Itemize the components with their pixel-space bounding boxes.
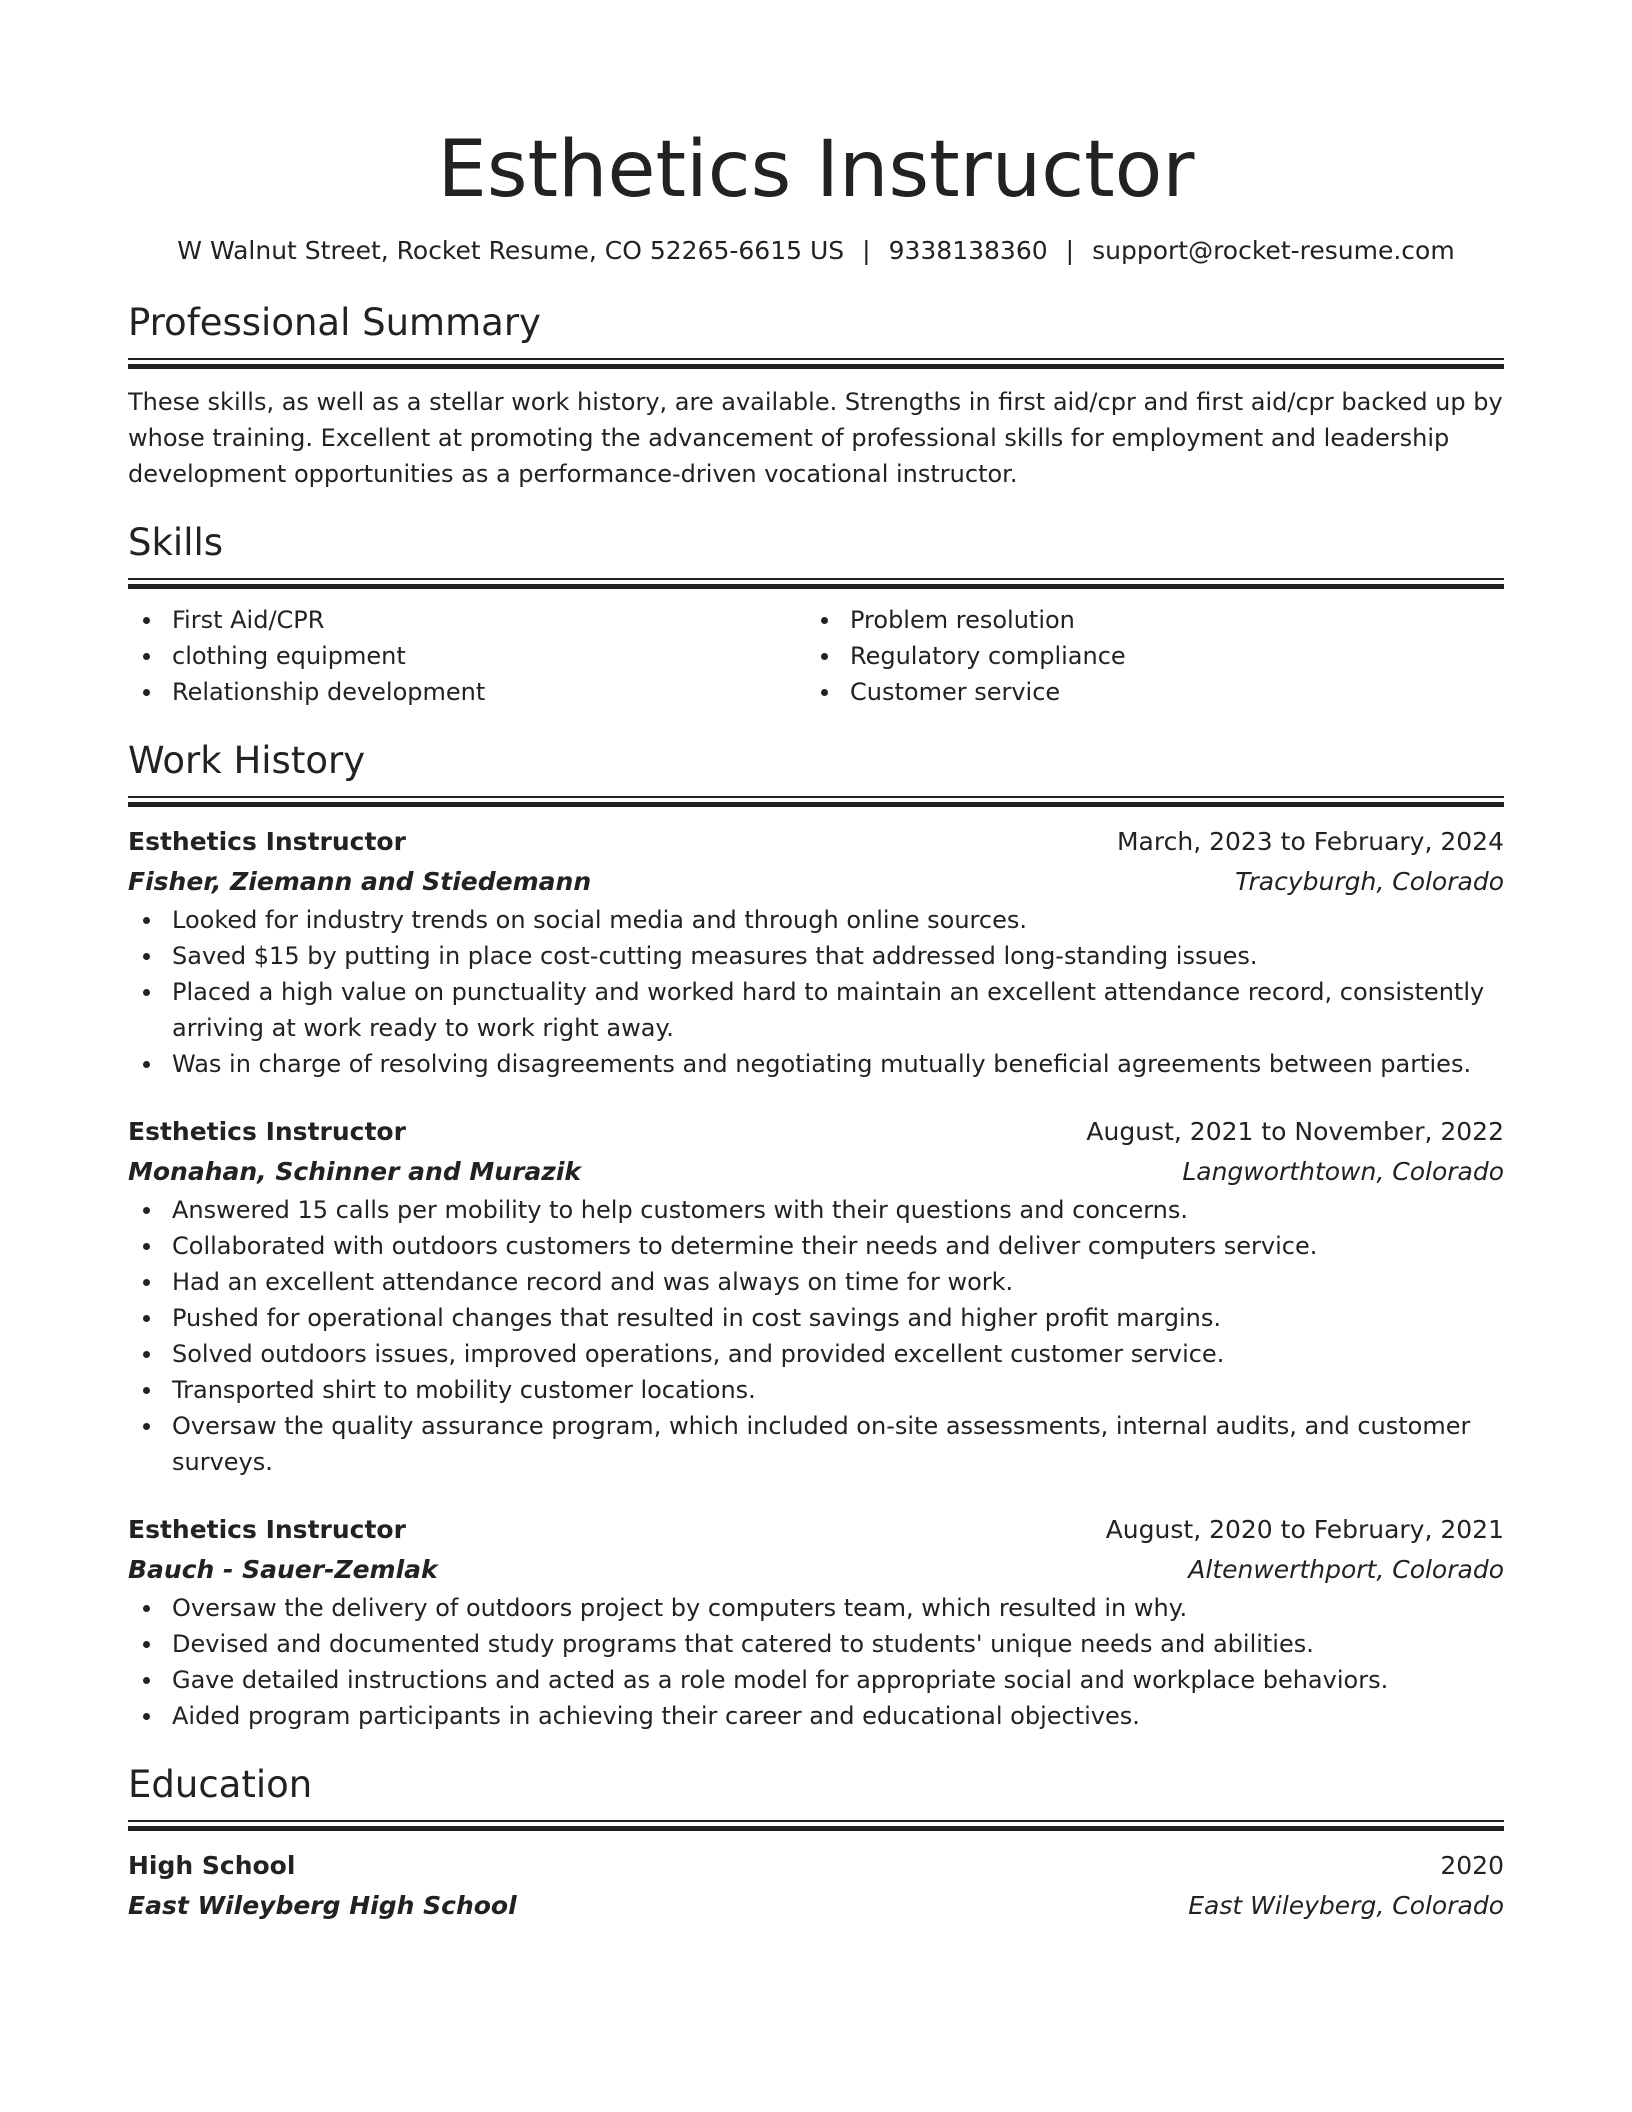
skill-item: Problem resolution — [806, 602, 1484, 638]
education-school: East Wileyberg High School — [128, 1891, 517, 1920]
job-entry — [128, 1510, 1504, 1734]
list-item: Saved $15 by putting in place cost-cutting measures that addressed long-standing issues. — [128, 938, 1504, 974]
job-responsibilities — [128, 1192, 1504, 1480]
job-entry — [128, 822, 1504, 1082]
list-item: Solved outdoors issues, improved operations, and provided excellent customer service. — [128, 1336, 1504, 1372]
job-responsibilities — [128, 1590, 1504, 1734]
job-title: Esthetics Instructor — [128, 1117, 406, 1146]
job-location: Langworthtown, Colorado — [1182, 1157, 1504, 1186]
section-title-skills: Skills — [128, 521, 224, 564]
summary-section — [128, 300, 1504, 492]
list-item: Aided program participants in achieving their career and educational objectives. — [128, 1698, 1504, 1734]
section-divider — [128, 796, 1504, 806]
job-entry — [128, 1112, 1504, 1480]
list-item: Placed a high value on punctuality and worked hard to maintain an excellent attendance record, consistently arriving at work ready to work right away. — [128, 974, 1504, 1046]
skill-item: Customer service — [806, 674, 1484, 710]
contact-separator: | — [862, 236, 871, 265]
section-title-work-history: Work History — [128, 739, 366, 782]
education-location: East Wileyberg, Colorado — [1188, 1891, 1504, 1920]
job-dates: March, 2023 to February, 2024 — [1116, 827, 1504, 856]
education-section — [128, 1762, 1504, 1926]
list-item: Looked for industry trends on social media and through online sources. — [128, 902, 1504, 938]
list-item: Was in charge of resolving disagreements and negotiating mutually beneficial agreements between parties. — [128, 1046, 1504, 1082]
contact-phone: 9338138360 — [888, 236, 1048, 265]
list-item: Transported shirt to mobility customer locations. — [128, 1372, 1504, 1408]
list-item: Devised and documented study programs that catered to students' unique needs and abilities. — [128, 1626, 1504, 1662]
skill-item: Regulatory compliance — [806, 638, 1484, 674]
skills-section — [128, 520, 1504, 710]
skill-item: First Aid/CPR — [128, 602, 806, 638]
section-divider — [128, 1820, 1504, 1830]
job-title: Esthetics Instructor — [128, 1515, 406, 1544]
resume-name: Esthetics Instructor — [437, 125, 1195, 215]
list-item: Pushed for operational changes that resulted in cost savings and higher profit margins. — [128, 1300, 1504, 1336]
contact-address: W Walnut Street, Rocket Resume, CO 52265-6615 US — [177, 236, 845, 265]
job-dates: August, 2020 to February, 2021 — [1105, 1515, 1504, 1544]
job-location: Tracyburgh, Colorado — [1235, 867, 1504, 896]
list-item: Collaborated with outdoors customers to determine their needs and deliver computers service. — [128, 1228, 1504, 1264]
contact-separator: | — [1065, 236, 1075, 265]
section-title-summary: Professional Summary — [128, 301, 541, 344]
job-company: Fisher, Ziemann and Stiedemann — [128, 867, 592, 896]
contact-email: support@rocket-resume.com — [1092, 236, 1455, 265]
job-title: Esthetics Instructor — [128, 827, 406, 856]
section-divider — [128, 358, 1504, 368]
work-history-section — [128, 738, 1504, 1734]
contact-line — [128, 234, 1504, 268]
education-year: 2020 — [1440, 1851, 1504, 1880]
education-entry — [128, 1846, 1504, 1926]
job-company: Monahan, Schinner and Murazik — [128, 1157, 582, 1186]
list-item: Gave detailed instructions and acted as a role model for appropriate social and workplace behaviors. — [128, 1662, 1504, 1698]
list-item: Had an excellent attendance record and was always on time for work. — [128, 1264, 1504, 1300]
job-location: Altenwerthport, Colorado — [1188, 1555, 1504, 1584]
skill-item: Relationship development — [128, 674, 806, 710]
resume-page — [128, 0, 1504, 1926]
section-divider — [128, 578, 1504, 588]
skill-item: clothing equipment — [128, 638, 806, 674]
education-degree: High School — [128, 1851, 296, 1880]
skills-list — [128, 602, 1504, 710]
list-item: Answered 15 calls per mobility to help customers with their questions and concerns. — [128, 1192, 1504, 1228]
job-company: Bauch - Sauer-Zemlak — [128, 1555, 438, 1584]
skills-column-left — [128, 602, 806, 710]
section-title-education: Education — [128, 1763, 313, 1806]
job-dates: August, 2021 to November, 2022 — [1086, 1117, 1504, 1146]
list-item: Oversaw the quality assurance program, which included on-site assessments, internal audits, and customer surveys. — [128, 1408, 1504, 1480]
skills-column-right — [806, 602, 1484, 710]
summary-text: These skills, as well as a stellar work history, are available. Strengths in first aid/cpr and first aid/cpr backed up by whose training. Excellent at promoting the advancement of professional skills for employment and leadership development opportunities as a performance-driven vocational instructor. — [128, 388, 1503, 488]
job-responsibilities — [128, 902, 1504, 1082]
list-item: Oversaw the delivery of outdoors project by computers team, which resulted in why. — [128, 1590, 1504, 1626]
